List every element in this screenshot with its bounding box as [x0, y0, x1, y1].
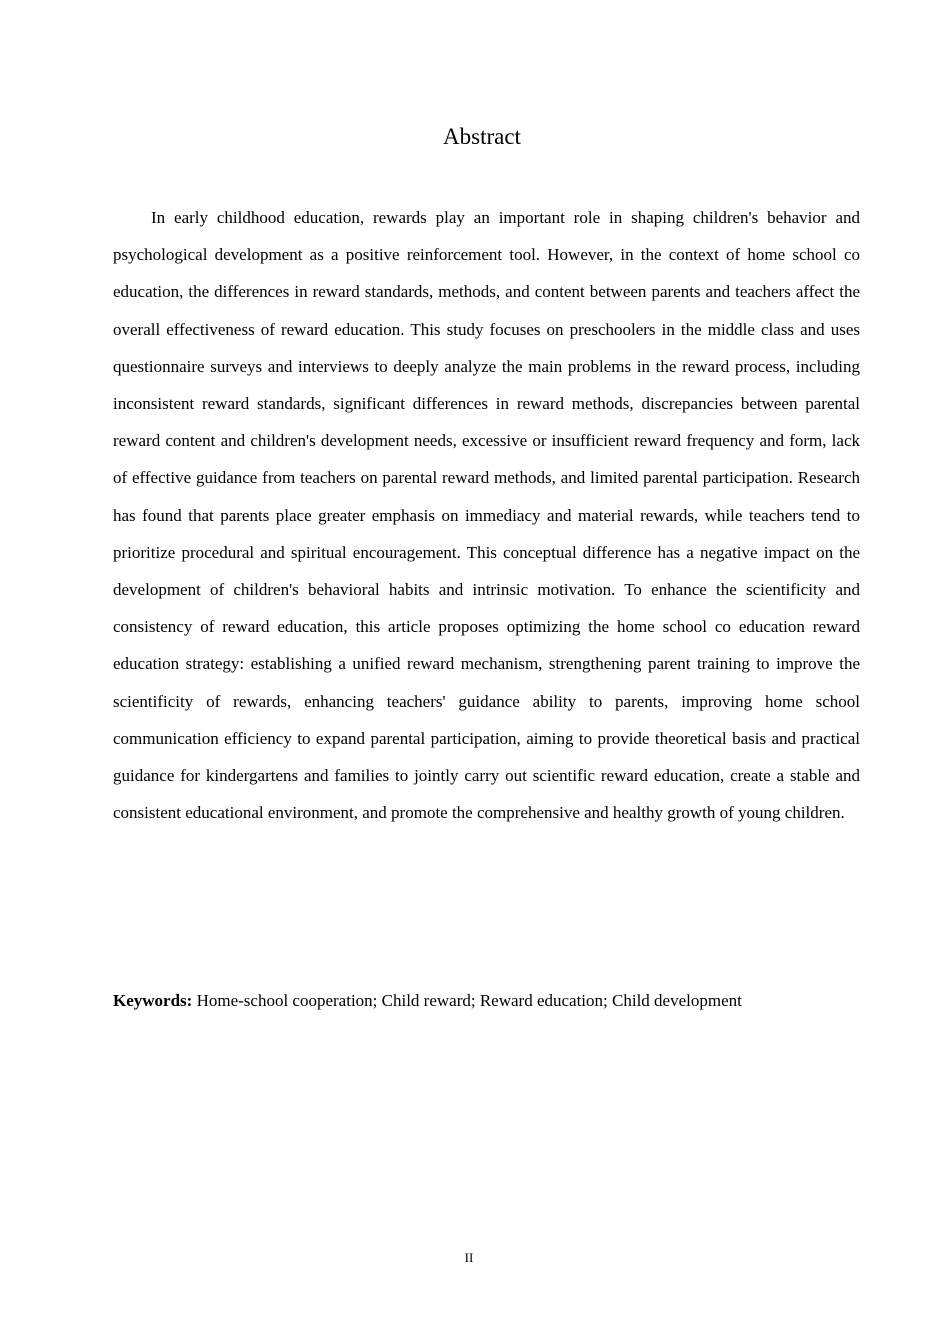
- page-number: II: [464, 1250, 474, 1265]
- keywords-value: Home-school cooperation; Child reward; Reward education; Child development: [196, 991, 742, 1010]
- keywords-label: Keywords:: [113, 991, 193, 1010]
- abstract-title: Abstract: [443, 124, 521, 149]
- keywords-line: [113, 986, 873, 1016]
- abstract-body: In early childhood education, rewards play an important role in shaping children's behavior and psychological development as a positive reinforcement tool. However, in the context of home school co education, the differences in reward standards, methods, and content between parents and teachers affect the overall effectiveness of reward education. This study focuses on preschoolers in the middle class and uses questionnaire surveys and interviews to deeply analyze the main problems in the reward process, including inconsistent reward standards, significant differences in reward methods, discrepancies between parental reward content and children's development needs, excessive or insufficient reward frequency and form, lack of effective guidance from teachers on parental reward methods, and limited parental participation. Research has found that parents place greater emphasis on immediacy and material rewards, while teachers tend to prioritize procedural and spiritual encouragement. This conceptual difference has a negative impact on the development of children's behavioral habits and intrinsic motivation. To enhance the scientificity and consistency of reward education, this article proposes optimizing the home school co education reward education strategy: establishing a unified reward mechanism, strengthening parent training to improve the scientificity of rewards, enhancing teachers' guidance ability to parents, improving home school communication efficiency to expand parental participation, aiming to provide theoretical basis and practical guidance for kindergartens and families to jointly carry out scientific reward education, create a stable and consistent educational environment, and promote the comprehensive and healthy growth of young children.: [113, 208, 860, 823]
